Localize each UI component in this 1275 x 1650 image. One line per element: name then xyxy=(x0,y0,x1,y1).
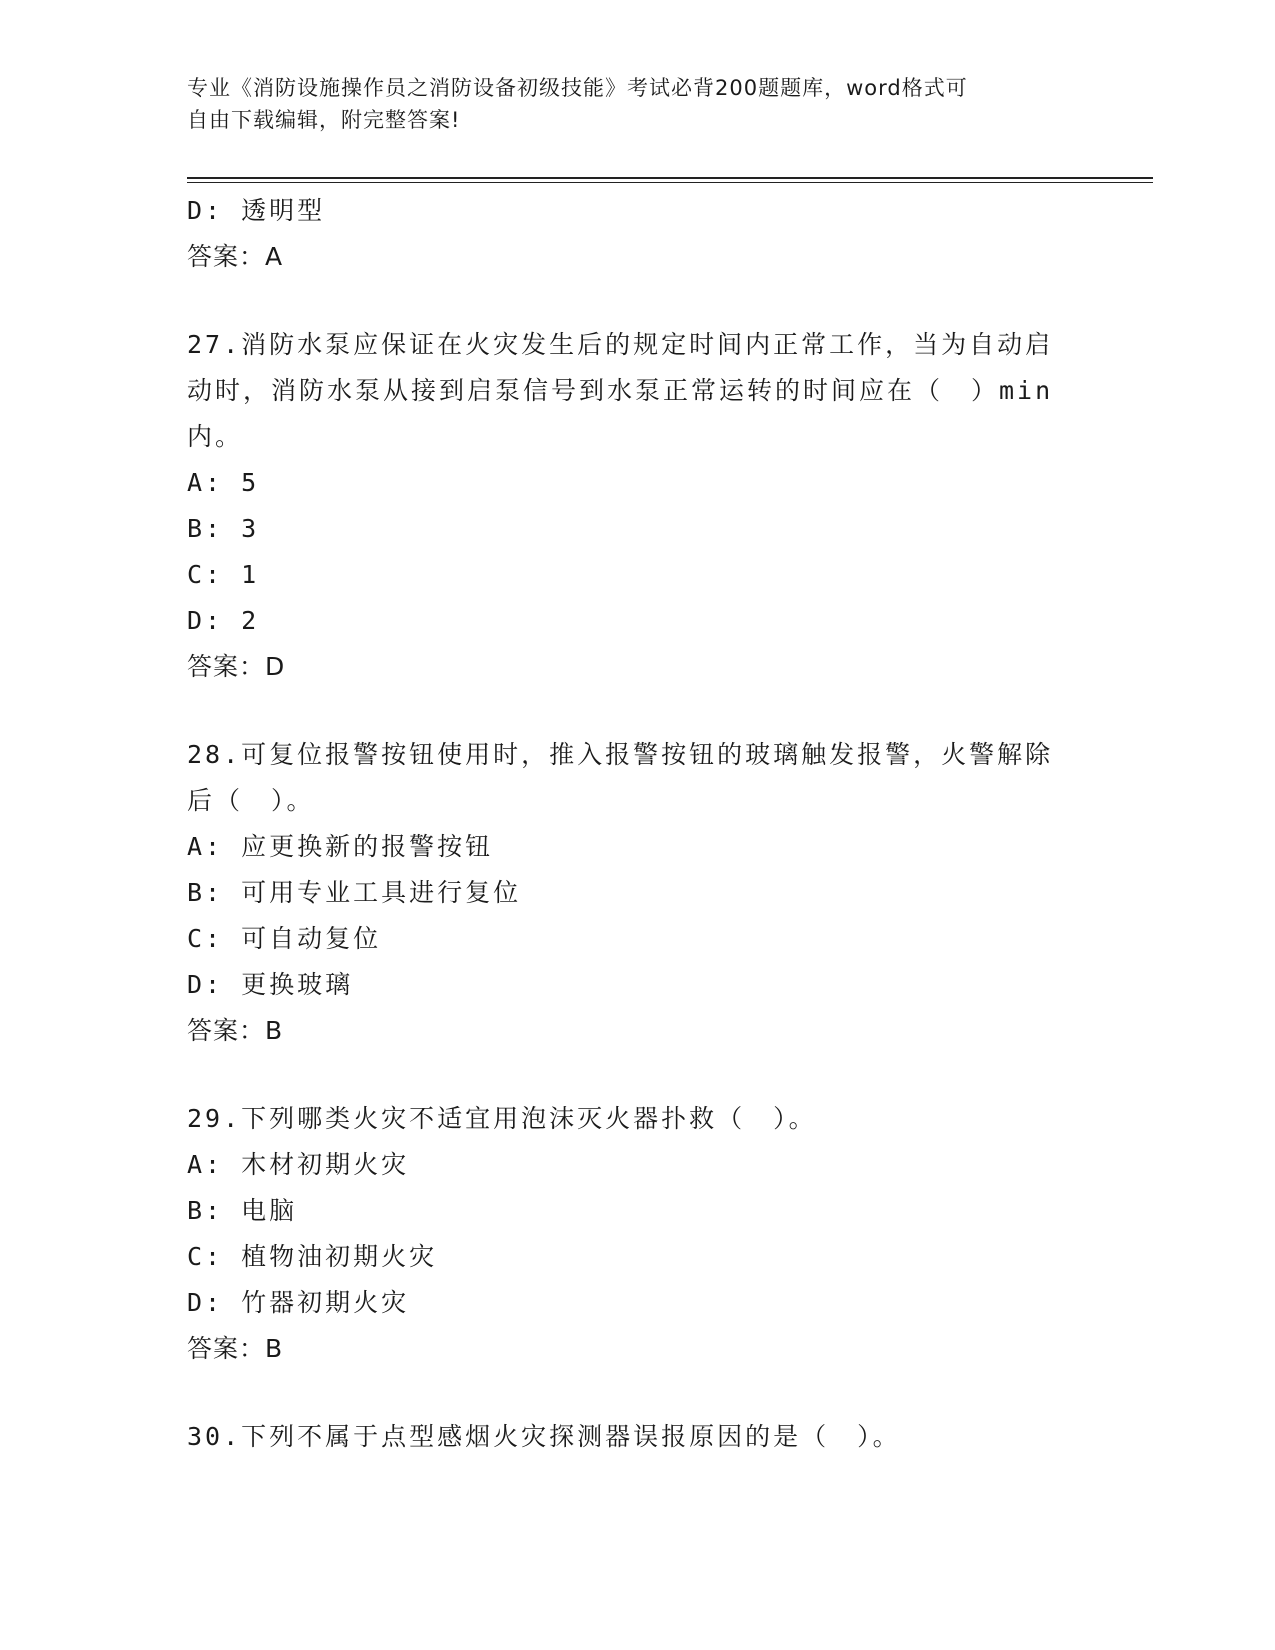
question-stem-line: 动时，消防水泵从接到启泵信号到水泵正常运转的时间应在（ ）min xyxy=(187,376,1054,405)
question-27 xyxy=(187,322,1087,690)
answer: 答案：A xyxy=(187,242,284,271)
answer: 答案：B xyxy=(187,1334,284,1363)
question-stem-line: 28.可复位报警按钮使用时，推入报警按钮的玻璃触发报警，火警解除 xyxy=(187,740,1054,769)
question-stem-line: 内。 xyxy=(187,422,244,451)
option-c: C: 植物油初期火灾 xyxy=(187,1242,438,1271)
question-stem-line: 30.下列不属于点型感烟火灾探测器误报原因的是（ ）。 xyxy=(187,1422,901,1451)
header-divider-thin xyxy=(187,182,1153,183)
question-26-tail xyxy=(187,188,1087,280)
option-b: B: 3 xyxy=(187,514,260,543)
question-stem-line: 29.下列哪类火灾不适宜用泡沫灭火器扑救（ ）。 xyxy=(187,1104,817,1133)
option-d: D: 竹器初期火灾 xyxy=(187,1288,410,1317)
header-title-line-2: 自由下载编辑，附完整答案! xyxy=(187,108,461,132)
document-body xyxy=(187,188,1087,1460)
header-title-line-1: 专业《消防设施操作员之消防设备初级技能》考试必背200题题库，word格式可 xyxy=(187,76,968,100)
question-30 xyxy=(187,1414,1087,1460)
question-29 xyxy=(187,1096,1087,1372)
option-c: C: 1 xyxy=(187,560,260,589)
document-header xyxy=(187,72,1067,136)
answer: 答案：B xyxy=(187,1016,284,1045)
answer: 答案：D xyxy=(187,652,286,681)
header-divider-thick xyxy=(187,177,1153,179)
question-stem-line: 27.消防水泵应保证在火灾发生后的规定时间内正常工作，当为自动启 xyxy=(187,330,1054,359)
option-d: D: 更换玻璃 xyxy=(187,970,354,999)
option-b: B: 可用专业工具进行复位 xyxy=(187,878,522,907)
option-c: C: 可自动复位 xyxy=(187,924,382,953)
option-a: A: 5 xyxy=(187,468,260,497)
option-a: A: 木材初期火灾 xyxy=(187,1150,410,1179)
option-d: D: 2 xyxy=(187,606,260,635)
question-28 xyxy=(187,732,1087,1054)
option-a: A: 应更换新的报警按钮 xyxy=(187,832,494,861)
option-d: D: 透明型 xyxy=(187,196,326,225)
option-b: B: 电脑 xyxy=(187,1196,298,1225)
question-stem-line: 后（ ）。 xyxy=(187,786,315,815)
